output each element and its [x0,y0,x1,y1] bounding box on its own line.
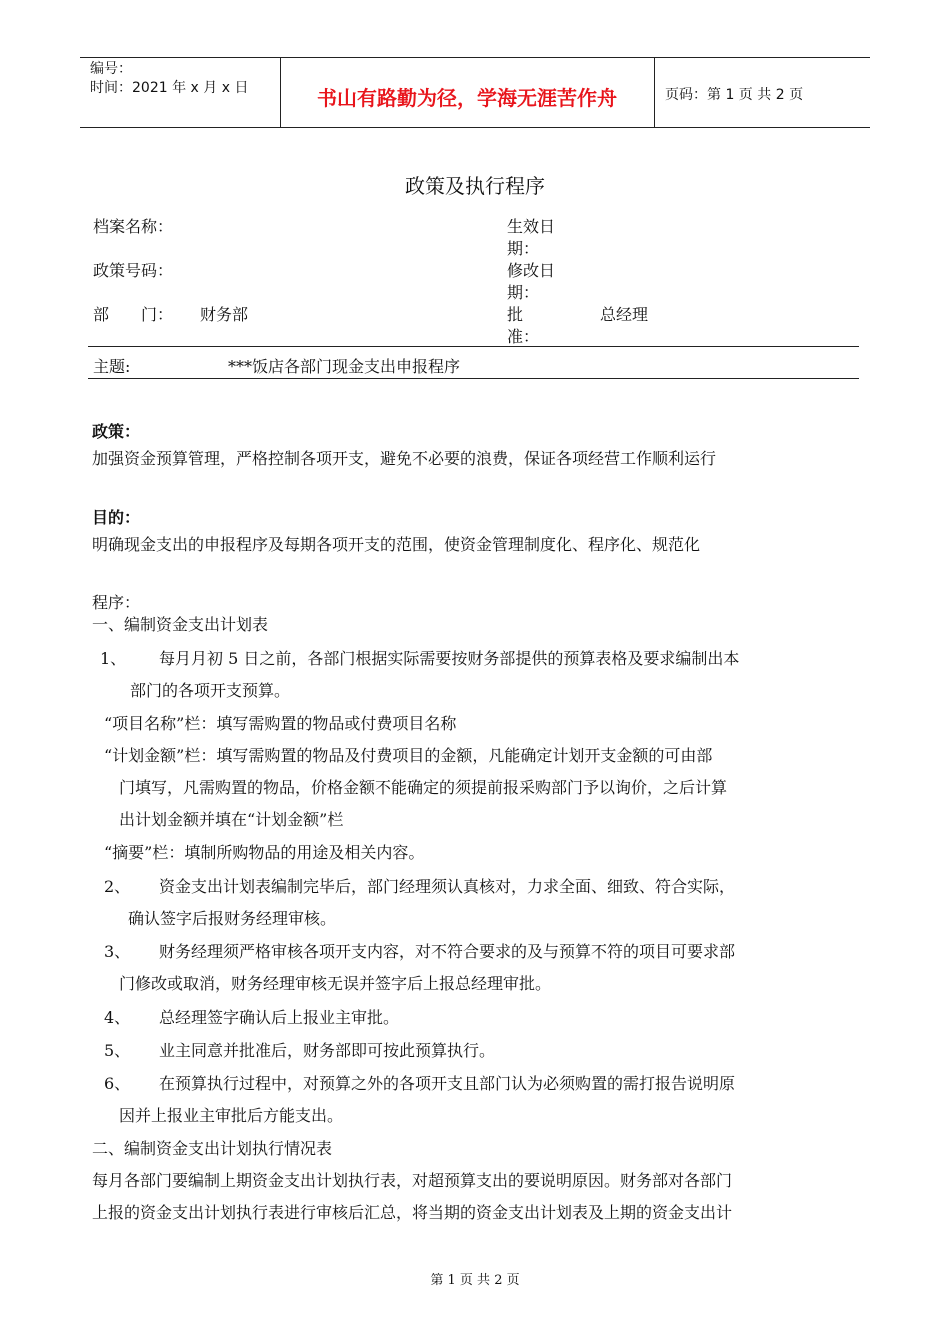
effective-date-label [507,216,555,260]
policy-number-label: 政策号码： [93,261,174,280]
policy-heading: 政策： [92,422,141,441]
purpose-heading: 目的： [92,508,141,527]
file-name-label: 档案名称： [93,217,174,236]
header-page-info: 页码：第 1 页 共 2 页 [665,87,804,103]
item-number: 6、 [104,1074,131,1093]
approval-value: 总经理 [600,305,649,324]
revised-date-label-line1: 修改日 [507,261,556,280]
header-meta [90,60,248,98]
item-text: 确认签字后报财务经理审核。 [128,909,337,928]
page-footer: 第 1 页 共 2 页 [430,1273,520,1288]
number-label: 编号： [90,61,132,77]
part2-title: 二、编制资金支出计划执行情况表 [92,1139,333,1158]
time-label: 时间：2021 年 x 月 x 日 [90,80,249,96]
item-text: 门修改或取消，财务经理审核无误并签字后上报总经理审批。 [119,974,552,993]
divider-line [88,346,859,347]
header-motto: 书山有路勤为径，学海无涯苦作舟 [317,86,617,110]
item-text: 因并上报业主审批后方能支出。 [119,1106,344,1125]
policy-text: 加强资金预算管理，严格控制各项开支，避免不必要的浪费，保证各项经营工作顺利运行 [92,449,717,468]
paragraph-line: 上报的资金支出计划执行表进行审核后汇总，将当期的资金支出计划表及上期的资金支出计 [92,1203,733,1222]
document-header [80,57,870,128]
approval-label-line2: 准： [507,327,540,346]
procedure-heading: 程序： [92,593,141,612]
paragraph-line: 每月各部门要编制上期资金支出计划执行表，对超预算支出的要说明原因。财务部对各部门 [92,1171,733,1190]
field-note: “计划金额”栏：填写需购置的物品及付费项目的金额，凡能确定计划开支金额的可由部 [104,746,713,765]
revised-date-label-line2: 期： [507,283,540,302]
field-note: “摘要”栏：填制所购物品的用途及相关内容。 [104,843,425,862]
field-note: 出计划金额并填在“计划金额”栏 [119,810,344,829]
revised-date-label [507,260,555,304]
item-text: 每月月初 5 日之前，各部门根据实际需要按财务部提供的预算表格及要求编制出本 [159,649,740,668]
item-number: 2、 [104,877,131,896]
approval-label [507,304,539,348]
item-number: 3、 [104,942,131,961]
item-number: 1、 [100,649,127,668]
purpose-text: 明确现金支出的申报程序及每期各项开支的范围，使资金管理制度化、程序化、规范化 [92,535,701,554]
item-number: 5、 [104,1041,131,1060]
item-text: 总经理签字确认后上报业主审批。 [159,1008,400,1027]
item-text: 在预算执行过程中，对预算之外的各项开支且部门认为必须购置的需打报告说明原 [159,1074,736,1093]
document-title: 政策及执行程序 [405,174,545,198]
department-value: 财务部 [200,305,249,324]
part1-title: 一、编制资金支出计划表 [92,615,269,634]
item-text: 部门的各项开支预算。 [130,681,291,700]
item-text: 业主同意并批准后，财务部即可按此预算执行。 [159,1041,496,1060]
item-number: 4、 [104,1008,131,1027]
effective-date-label-line1: 生效日 [507,217,556,236]
approval-label-line1: 批 [507,305,524,324]
header-divider [654,58,655,127]
field-note: “项目名称”栏：填写需购置的物品或付费项目名称 [104,714,457,733]
item-text: 资金支出计划表编制完毕后，部门经理须认真核对，力求全面、细致、符合实际， [159,877,736,896]
subject-label: 主题: [93,357,131,376]
item-text: 财务经理须严格审核各项开支内容，对不符合要求的及与预算不符的项目可要求部 [159,942,736,961]
field-note: 门填写，凡需购置的物品，价格金额不能确定的须提前报采购部门予以询价，之后计算 [119,778,728,797]
divider-line [88,378,859,379]
department-label: 部 门： [93,305,174,324]
effective-date-label-line2: 期： [507,239,540,258]
subject-value: ***饭店各部门现金支出申报程序 [228,357,461,376]
